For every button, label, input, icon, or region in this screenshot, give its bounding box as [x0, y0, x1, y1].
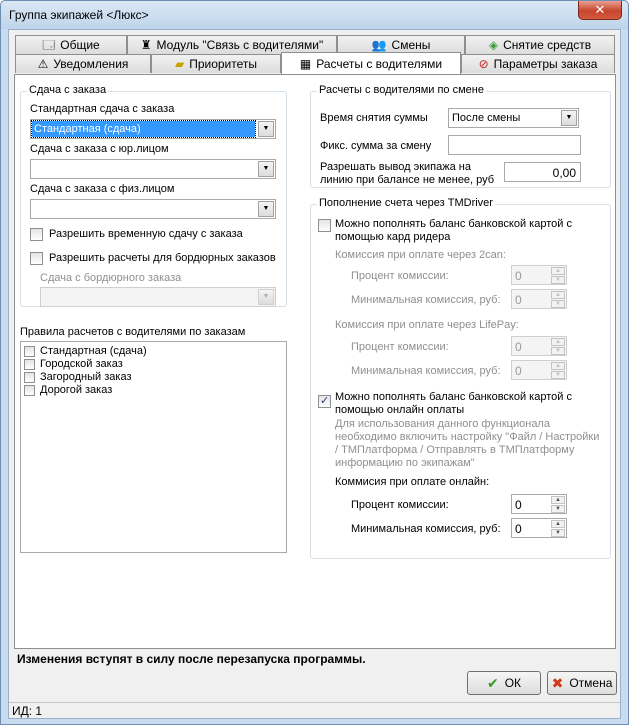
- rule-label: Дорогой заказ: [40, 384, 113, 396]
- fixed-sum-input[interactable]: [448, 135, 581, 155]
- tab-label: Смены: [391, 38, 431, 52]
- chevron-down-icon[interactable]: ▼: [258, 161, 274, 177]
- min-lifepay-label: Минимальная комиссия, руб:: [351, 365, 501, 377]
- settings-window-icon: 🗔: [42, 38, 56, 52]
- spin-up-icon: ▲: [551, 362, 565, 370]
- tab-label: Расчеты с водителями: [316, 56, 443, 71]
- online-note-line3: / ТМПлатформа / Отправлять в ТМПлатформу: [335, 444, 575, 456]
- spin-down-icon: ▼: [551, 371, 565, 379]
- online-payment-label-line2: помощью онлайн оплаты: [335, 404, 465, 416]
- spinner-value: 0: [515, 293, 522, 307]
- no-sign-icon: ⊘: [478, 57, 489, 71]
- spin-down-icon: ▼: [551, 347, 565, 355]
- spinner-value: 0: [515, 522, 522, 536]
- people-icon: 👥: [371, 38, 387, 52]
- checkmark-icon: ✔: [486, 674, 499, 691]
- group-title: Сдача с заказа: [29, 84, 107, 96]
- rule-label: Загородный заказ: [40, 371, 132, 383]
- tab-driver-settlements[interactable]: [281, 52, 461, 74]
- spinner-value: 0: [515, 364, 522, 378]
- percent-online-label: Процент комиссии:: [351, 499, 449, 511]
- tab-withdrawal[interactable]: [465, 35, 615, 54]
- individual-change-select[interactable]: [30, 199, 276, 219]
- percent-online-spinner[interactable]: [511, 494, 567, 514]
- tab-order-params[interactable]: [461, 54, 615, 73]
- tab-notifications[interactable]: [15, 54, 151, 73]
- group-title: Расчеты с водителями по смене: [319, 84, 484, 96]
- select-value: После смены: [452, 112, 521, 124]
- allow-border-checkbox[interactable]: [30, 252, 43, 265]
- chevron-down-icon[interactable]: ▼: [561, 110, 577, 126]
- module-icon: ♜: [140, 38, 152, 52]
- spin-down-icon: ▼: [551, 300, 565, 308]
- tab-label: Приоритеты: [189, 57, 258, 71]
- online-note-line4: информацию по экипажам": [335, 457, 475, 469]
- min-online-label: Минимальная комиссия, руб:: [351, 523, 501, 535]
- standard-change-label: Стандартная сдача с заказа: [30, 103, 175, 115]
- standard-change-select[interactable]: [30, 119, 276, 139]
- chevron-down-icon[interactable]: ▼: [258, 201, 274, 217]
- status-id: ИД: 1: [12, 704, 43, 718]
- checkmark-icon: ✓: [320, 395, 330, 407]
- spinner-value: 0: [515, 340, 522, 354]
- change-group: [20, 84, 287, 307]
- ok-button-label: ОК: [504, 676, 522, 690]
- spin-up-icon: ▲: [551, 291, 565, 299]
- rule-label: Стандартная (сдача): [40, 345, 147, 357]
- border-change-select[interactable]: [40, 287, 276, 307]
- spin-down-icon[interactable]: ▼: [551, 505, 565, 513]
- tab-panel-driver-settlements: [14, 74, 616, 649]
- card-reader-checkbox[interactable]: [318, 219, 331, 232]
- commission-2can-label: Комиссия при оплате через 2can:: [335, 249, 506, 261]
- online-note-line2: необходимо включить настройку "Файл / Настройки: [335, 431, 600, 443]
- percent-lifepay-label: Процент комиссии:: [351, 341, 449, 353]
- close-icon: ✕: [594, 2, 606, 17]
- legal-change-select[interactable]: [30, 159, 276, 179]
- min-balance-label-line1: Разрешать вывод экипажа на: [320, 161, 471, 173]
- allow-temp-change-checkbox[interactable]: [30, 228, 43, 241]
- calculator-icon: ▦: [299, 56, 312, 71]
- rule-checkbox[interactable]: [24, 346, 35, 357]
- commission-lifepay-label: Комиссия при оплате через LifePay:: [335, 319, 519, 331]
- cancel-button[interactable]: [547, 671, 617, 695]
- percent-2can-spinner[interactable]: [511, 265, 567, 285]
- tab-label: Общие: [60, 38, 100, 52]
- spin-down-icon: ▼: [551, 276, 565, 284]
- rules-title: Правила расчетов с водителями по заказам: [20, 326, 246, 338]
- min-balance-input[interactable]: [504, 162, 581, 182]
- ok-button[interactable]: [467, 671, 541, 695]
- tab-general[interactable]: [15, 35, 127, 54]
- allow-border-label: Разрешить расчеты для бордюрных заказов: [49, 252, 276, 264]
- warning-icon: ⚠: [37, 57, 49, 71]
- rule-checkbox[interactable]: [24, 372, 35, 383]
- individual-change-label: Сдача с заказа с физ.лицом: [30, 183, 175, 195]
- rules-list[interactable]: [20, 341, 287, 553]
- online-payment-checkbox[interactable]: [318, 395, 331, 408]
- spin-up-icon: ▲: [551, 267, 565, 275]
- card-reader-label-line1: Можно пополнять баланс банковской картой с: [335, 218, 572, 230]
- border-change-label: Сдача с бордюрного заказа: [40, 272, 182, 284]
- withdraw-time-label: Время снятия суммы: [320, 112, 428, 124]
- rule-label: Городской заказ: [40, 358, 123, 370]
- spin-up-icon: ▲: [551, 338, 565, 346]
- close-button[interactable]: [578, 1, 622, 20]
- min-lifepay-spinner[interactable]: [511, 360, 567, 380]
- min-online-spinner[interactable]: [511, 518, 567, 538]
- online-payment-label-line1: Можно пополнять баланс банковской картой с: [335, 391, 572, 403]
- input-value: 0,00: [552, 166, 576, 180]
- spinner-value: 0: [515, 269, 522, 283]
- percent-lifepay-spinner[interactable]: [511, 336, 567, 356]
- rule-checkbox[interactable]: [24, 385, 35, 396]
- min-balance-label-line2: линию при балансе не менее, руб: [320, 174, 495, 186]
- legal-change-label: Сдача с заказа с юр.лицом: [30, 143, 169, 155]
- spinner-value: 0: [515, 498, 522, 512]
- select-value: Стандартная (сдача): [32, 121, 255, 137]
- cancel-x-icon: ✖: [551, 674, 564, 691]
- min-2can-label: Минимальная комиссия, руб:: [351, 294, 501, 306]
- card-reader-label-line2: помощью кард ридера: [335, 231, 451, 243]
- chevron-down-icon: ▼: [258, 289, 274, 305]
- money-icon: ◈: [488, 38, 499, 52]
- group-title: Пополнение счета через TMDriver: [319, 197, 493, 209]
- tab-label: Параметры заказа: [493, 57, 598, 71]
- shift-settlements-group: [310, 84, 611, 188]
- tab-label: Уведомления: [53, 57, 129, 71]
- status-bar: [9, 702, 620, 718]
- withdraw-time-select[interactable]: [448, 108, 579, 128]
- fixed-sum-label: Фикс. сумма за смену: [320, 140, 432, 152]
- restart-notice: Изменения вступят в силу после перезапуска программы.: [17, 652, 366, 666]
- cancel-button-label: Отмена: [569, 676, 613, 690]
- spin-up-icon[interactable]: ▲: [551, 520, 565, 528]
- min-2can-spinner[interactable]: [511, 289, 567, 309]
- title-bar[interactable]: [1, 1, 628, 29]
- tab-label: Снятие средств: [503, 38, 592, 52]
- spin-down-icon[interactable]: ▼: [551, 529, 565, 537]
- online-note-line1: Для использования данного функционала: [335, 418, 550, 430]
- tab-label: Модуль "Связь с водителями": [156, 38, 324, 52]
- tab-priorities[interactable]: [151, 54, 281, 73]
- rule-checkbox[interactable]: [24, 359, 35, 370]
- dialog-client-area: [8, 29, 621, 719]
- percent-2can-label: Процент комиссии:: [351, 270, 449, 282]
- allow-temp-change-label: Разрешить временную сдачу с заказа: [49, 228, 243, 240]
- spin-up-icon[interactable]: ▲: [551, 496, 565, 504]
- commission-online-label: Коммисия при оплате онлайн:: [335, 476, 490, 488]
- tmdriver-topup-group: [310, 197, 611, 559]
- window-title: Группа экипажей <Люкс>: [9, 8, 149, 22]
- chevron-down-icon[interactable]: ▼: [258, 121, 274, 137]
- priority-icon: ▰: [174, 57, 185, 71]
